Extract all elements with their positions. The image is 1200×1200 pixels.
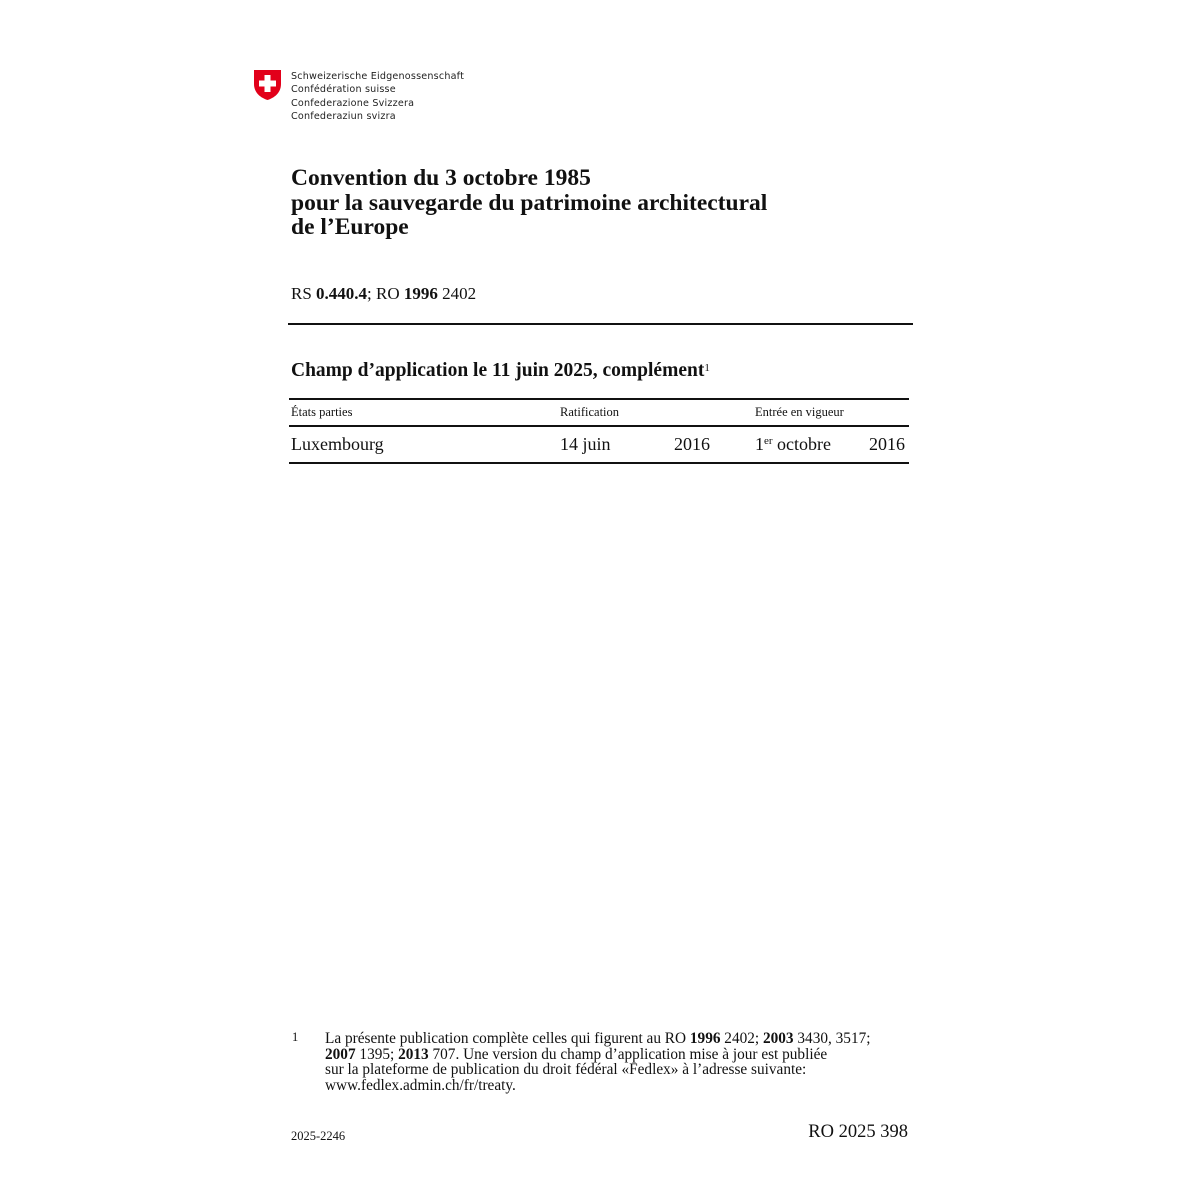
document-title	[291, 166, 911, 240]
title-line-3: de l’Europe	[291, 214, 409, 240]
footnote-ref-marker[interactable]: 1	[704, 362, 710, 374]
fn-text-part: 3430, 3517;	[793, 1030, 871, 1047]
fn-bold-year: 2003	[762, 1030, 794, 1047]
fn-text-part: La présente publication complète celles qui figurent au RO	[325, 1030, 690, 1047]
title-line-2: pour la sauvegarde du patrimoine architectural	[291, 189, 768, 216]
fn-text-part: 2402;	[720, 1030, 763, 1047]
cell-ratification-day: 14 juin	[560, 434, 611, 454]
ro-year: 1996	[403, 284, 438, 303]
entry-day: 1	[755, 434, 764, 454]
footnote-line-3: sur la plateforme de publication du droit fédéral «Fedlex» à l’adresse suivante:	[325, 1061, 807, 1078]
ro-page: 2402	[437, 284, 477, 303]
column-header-entry-into-force: Entrée en vigueur	[755, 405, 844, 419]
cell-entry-date	[755, 434, 831, 455]
cell-entry-year: 2016	[869, 434, 905, 454]
fn-text-part: 1395;	[355, 1045, 399, 1063]
footnote-text	[325, 1031, 925, 1093]
table-bottom-rule	[289, 462, 909, 464]
column-header-states: États parties	[291, 405, 353, 419]
confederation-line-rm: Confederaziun svizra	[291, 111, 396, 123]
footnote-line-2	[325, 1047, 925, 1063]
fn-bold-year: 2007	[325, 1045, 356, 1063]
confederation-names	[291, 70, 464, 124]
entry-month: octobre	[772, 434, 832, 454]
ro-publication-number: RO 2025 398	[808, 1122, 908, 1142]
ro-separator: ; RO	[367, 284, 404, 303]
table-top-rule	[289, 398, 909, 400]
rs-prefix: RS	[291, 284, 317, 303]
fn-bold-year: 1996	[689, 1030, 721, 1047]
scope-heading-text: Champ d’application le 11 juin 2025, complément	[291, 360, 705, 381]
scope-heading	[291, 360, 710, 382]
fn-bold-year: 2013	[398, 1045, 429, 1063]
document-number: 2025-2246	[291, 1129, 346, 1143]
column-header-ratification: Ratification	[560, 405, 620, 419]
rs-ro-reference	[291, 284, 476, 304]
cell-ratification-year: 2016	[674, 434, 710, 454]
confederation-line-de: Schweizerische Eidgenossenschaft	[291, 71, 465, 82]
rs-number: 0.440.4	[316, 284, 368, 303]
entry-day-suffix: er	[764, 435, 773, 447]
footnote-url-line[interactable]: www.fedlex.admin.ch/fr/treaty.	[325, 1076, 516, 1094]
footnote-line-1	[325, 1031, 925, 1047]
confederation-line-fr: Confédération suisse	[291, 84, 396, 96]
confederation-line-it: Confederazione Svizzera	[291, 97, 415, 109]
header-divider	[288, 323, 913, 325]
footnote-number: 1	[292, 1030, 299, 1044]
cell-state: Luxembourg	[291, 434, 384, 454]
table-header-rule	[289, 425, 909, 427]
swiss-cross-shield-icon	[253, 69, 282, 101]
title-line-1: Convention du 3 octobre 1985	[291, 165, 591, 191]
fn-text-part: 707. Une version du champ d’application mise à jour est publiée	[428, 1045, 828, 1063]
